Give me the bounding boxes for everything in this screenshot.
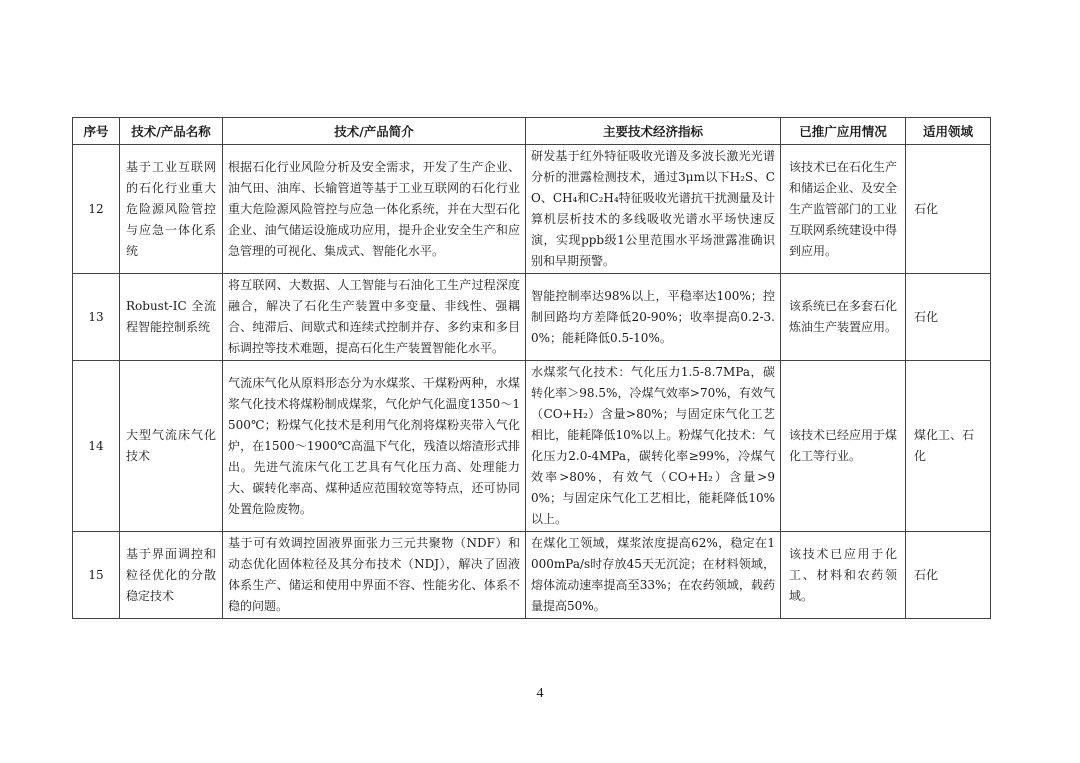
header-field: 适用领域 [906,118,991,145]
technology-table [72,117,991,619]
product-name: 大型气流床气化技术 [120,361,223,532]
application-status: 该系统已在多套石化炼油生产装置应用。 [781,274,906,361]
table-row [73,361,991,532]
technical-indicators: 水煤浆气化技术：气化压力1.5-8.7MPa，碳转化率＞98.5%，冷煤气效率>70%，有效气（CO+H₂）含量>80%；与固定床气化工艺相比，能耗降低10%以上。粉煤气化技术：气化压力2.0-4MPa，碳转化率≥99%，冷煤气效率>80%，有效气（CO+H₂）含量>90%；与固定床气化工艺相比，能耗降低10%以上。 [526,361,781,532]
table-header-row [73,118,991,145]
applicable-field: 石化 [906,532,991,619]
row-number: 14 [73,361,120,532]
header-name: 技术/产品名称 [120,118,223,145]
technical-indicators: 在煤化工领域，煤浆浓度提高62%，稳定在1000mPa/s时存放45天无沉淀；在材料领域，熔体流动速率提高至33%；在农药领域，载药量提高50%。 [526,532,781,619]
technical-indicators: 研发基于红外特征吸收光谱及多波长激光光谱分析的泄露检测技术，通过3μm以下H₂S、CO、CH₄和C₂H₄特征吸收光谱抗干扰测量及计算机层析技术的多线吸收光谱水平场快速反演，实现ppb级1公里范围水平场泄露准确识别和早期预警。 [526,145,781,274]
applicable-field: 煤化工、石化 [906,361,991,532]
application-status: 该技术已应用于化工、材料和农药领域。 [781,532,906,619]
table-row [73,274,991,361]
product-description: 根据石化行业风险分析及安全需求，开发了生产企业、油气田、油库、长输管道等基于工业互联网的石化行业重大危险源风险管控与应急一体化系统，并在大型石化企业、油气储运设施成功应用，提升企业安全生产和应急管理的可视化、集成式、智能化水平。 [223,145,526,274]
product-description: 基于可有效调控固液界面张力三元共聚物（NDF）和动态优化固体粒径及其分布技术（NDJ），解决了固液体系生产、储运和使用中界面不容、性能劣化、体系不稳的问题。 [223,532,526,619]
product-description: 将互联网、大数据、人工智能与石油化工生产过程深度融合，解决了石化生产装置中多变量、非线性、强耦合、纯滞后、间歇式和连续式控制并存、多约束和多目标调控等技术难题，提高石化生产装置智能化水平。 [223,274,526,361]
product-name: Robust-IC 全流程智能控制系统 [120,274,223,361]
row-number: 15 [73,532,120,619]
technical-indicators: 智能控制率达98%以上，平稳率达100%；控制回路均方差降低20-90%；收率提高0.2-3.0%；能耗降低0.5-10%。 [526,274,781,361]
application-status: 该技术已经应用于煤化工等行业。 [781,361,906,532]
table-row [73,532,991,619]
row-number: 13 [73,274,120,361]
header-application: 已推广应用情况 [781,118,906,145]
product-description: 气流床气化从原料形态分为水煤浆、干煤粉两种，水煤浆气化技术将煤粉制成煤浆，气化炉气化温度1350～1500℃；粉煤气化技术是利用气化剂将煤粉夹带入气化炉，在1500～1900℃高温下气化，残渣以熔渣形式排出。先进气流床气化工艺具有气化压力高、处理能力大、碳转化率高、煤种适应范围较宽等特点，还可协同处置危险废物。 [223,361,526,532]
header-no: 序号 [73,118,120,145]
product-name: 基于工业互联网的石化行业重大危险源风险管控与应急一体化系统 [120,145,223,274]
header-desc: 技术/产品简介 [223,118,526,145]
product-name: 基于界面调控和粒径优化的分散稳定技术 [120,532,223,619]
application-status: 该技术已在石化生产和储运企业、及安全生产监管部门的工业互联网系统建设中得到应用。 [781,145,906,274]
row-number: 12 [73,145,120,274]
table-row [73,145,991,274]
header-indicators: 主要技术经济指标 [526,118,781,145]
applicable-field: 石化 [906,274,991,361]
applicable-field: 石化 [906,145,991,274]
page-number: 4 [536,686,544,701]
